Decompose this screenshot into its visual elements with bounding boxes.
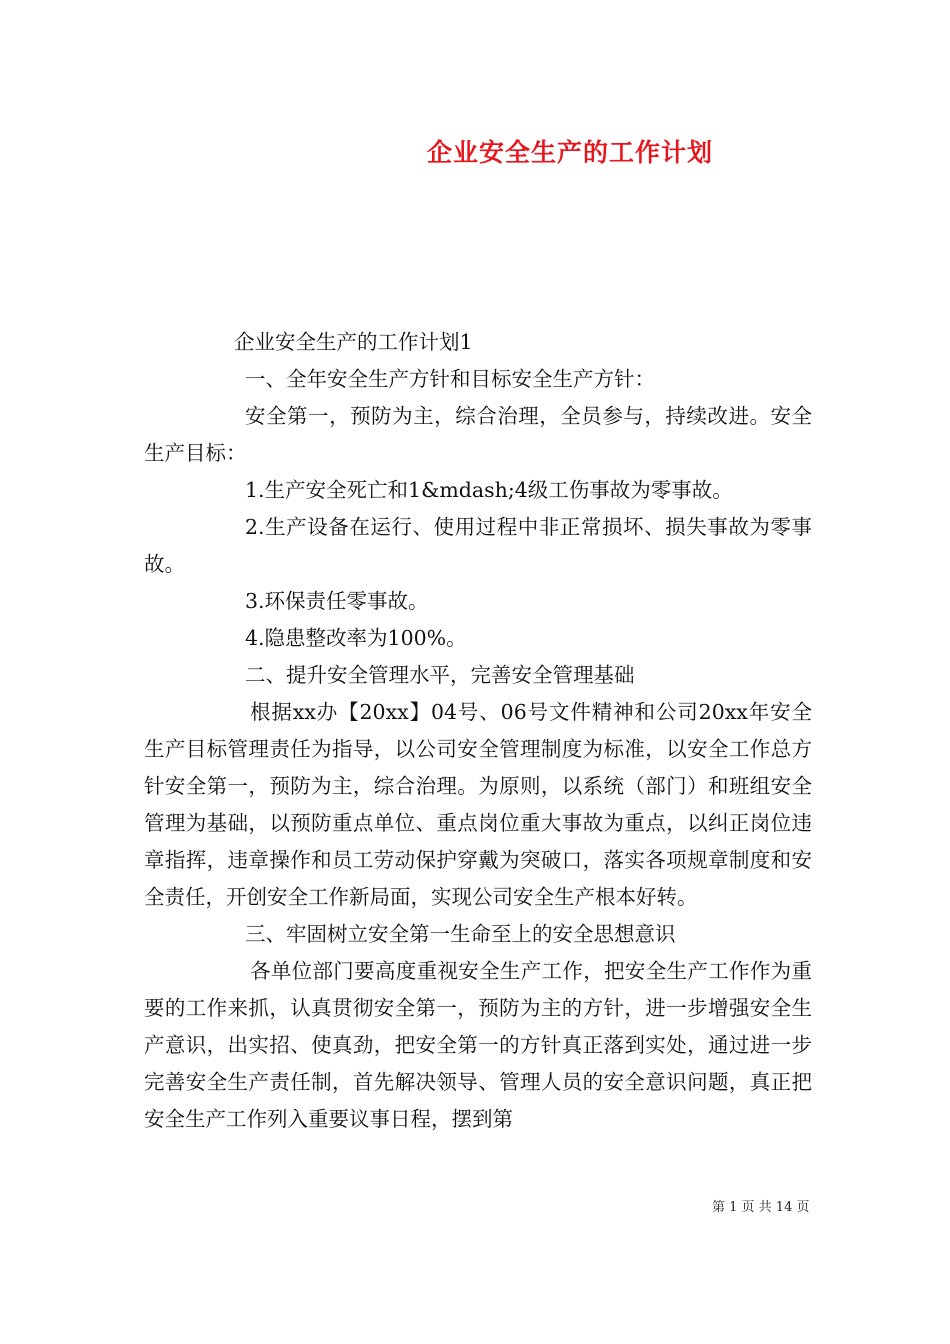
- paragraph: 各单位部门要高度重视安全生产工作，把安全生产工作作为重要的工作来抓，认真贯彻安全第一，预防为主的方针，进一步增强安全生产意识，出实招、使真劲，把安全第一的方针真正落到实处，通过进一步完善安全生产责任制，首先解决领导、管理人员的安全意识问题，真正把安全生产工作列入重要议事日程，摆到第: [144, 959, 812, 1131]
- section-heading: 三、牢固树立安全第一生命至上的安全思想意识: [245, 922, 676, 946]
- list-item: 4.隐患整改率为100%。: [245, 626, 467, 650]
- page-footer: 第 1 页 共 14 页: [712, 1200, 810, 1215]
- list-item: 1.生产安全死亡和1&mdash;4级工伤事故为零事故。: [245, 478, 733, 502]
- section-heading: 企业安全生产的工作计划1: [234, 330, 473, 354]
- section-heading: 二、提升安全管理水平，完善安全管理基础: [245, 663, 635, 687]
- document-title: 企业安全生产的工作计划: [426, 138, 713, 167]
- paragraph: 一、全年安全生产方针和目标安全生产方针：: [245, 367, 655, 391]
- paragraph: 根据xx办【20xx】04号、06号文件精神和公司20xx年安全生产目标管理责任为指导，以公司安全管理制度为标准，以安全工作总方针安全第一，预防为主，综合治理。为原则，以系统（部门）和班组安全管理为基础，以预防重点单位、重点岗位重大事故为重点，以纠正岗位违章指挥，违章操作和员工劳动保护穿戴为突破口，落实各项规章制度和安全责任，开创安全工作新局面，实现公司安全生产根本好转。: [144, 700, 812, 909]
- list-item: 3.环保责任零事故。: [245, 589, 429, 613]
- paragraph: 安全第一，预防为主，综合治理，全员参与，持续改进。安全生产目标：: [144, 404, 812, 465]
- document-body: [144, 324, 812, 1138]
- list-item: 2.生产设备在运行、使用过程中非正常损坏、损失事故为零事故。: [144, 515, 812, 576]
